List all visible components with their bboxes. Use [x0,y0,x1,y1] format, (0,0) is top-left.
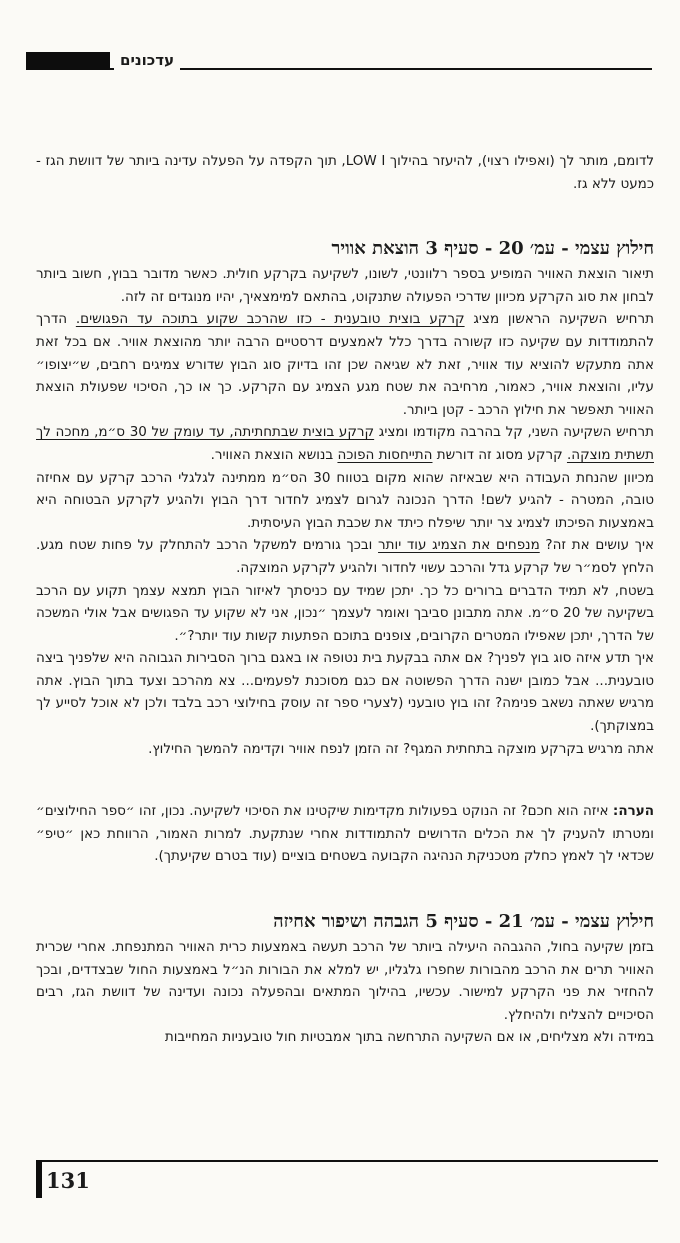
note-label: הערה: [612,803,654,820]
paragraph: בשטח, לא תמיד הדברים ברורים כל כך. יתכן שמיד עם כניסתך לאיזור הבוץ תמצא עצמך תקוע עם הרכב בשקיעה של 20 ס״מ. אתה מתבונן סביבך ואומר לעצמך ״נכון, אני לא שקוע עד הפגושים אבל אולי המשכה של הדרך, יתכן שאפילו המטרים הקרובים, צופנים בתוכם הפתעות קשות עוד יותר?״. [36,582,654,644]
paragraph: אתה מרגיש בקרקע מוצקה בתחתית המגף? זה הזמן לנפח אוויר וקדימה להמשך החילוץ. [148,740,654,757]
note-text: איזה הוא חכם? זה הנוקט בפעולות מקדימות שיקטינו את הסיכוי לשקיעה. נכון, זהו ״ספר החילוצים״ ומטרתו להעניק לך את הכלים הדרושים להתמודדות אחרי שנתקעת. למרות האמור, הרווחת כאן ״טיפ״ שכדאי לך לאמץ כחלק מטכניקת הנהיגה הקבועה בשטחים בוציים (עוד בטרם שקיעתך). [36,803,654,865]
spacer [36,868,654,908]
underlined-text: קרקע בוצית טובענית - כזו שהרכב שקוע בתוכה עד הפגושים. [75,311,465,328]
paragraph: תרחיש השקיעה השני, קל בהרבה מקודמו ומציג קרקע בוצית שבתחתיתה, עד עומק של 30 ס״מ, מחכה לך תשתית מוצקה. קרקע מסוג זה דורשת התייחסות הפוכה בנושא הוצאת האוויר. [36,424,654,463]
paragraph: במידה ולא מצליחים, או אם השקיעה התרחשה בתוך אמבטיות חול טובעניות המחייבות [164,1029,654,1046]
header-bar [26,52,110,70]
paragraph: תיאור הוצאת האוויר המופיע בספר רלוונטי, לשונו, לשקיעה בקרקע חולית. כאשר מדובר בבוץ, חשוב ביותר לבחון את סוג הקרקע מכיוון שדרכי הפעולה שתנקוט, בהתאם למימצאיך, יהיו מנוגדים זה לזה. [36,266,654,305]
paragraph: בזמן שקיעה בחול, ההגבהה היעילה ביותר של הרכב תעשה באמצעות כרית האוויר המתנפחת. אחרי שכרית האוויר תרים את הרכב מהבורות שחפרו גלגליו, יש למלא את הבורות הנ״ל באמצעות החול שבצדדים, ובכך להחזיר את פני הקרקע למישור. עכשיו, בהילוך המתאים ובהפעלה נכונה ועדינה של דוושת הגז, רבים הסיכויים להצליח ולהיחלץ. [36,939,654,1023]
running-header [26,50,652,72]
intro-line-2: של דוושת הגז - כמעט ללא גז. [36,153,654,192]
underlined-text: מנפחים את הצמיג עוד יותר [378,537,540,554]
spacer [36,760,654,800]
intro-line-1: לדומם, מותר לך (ואפילו רצוי), להיעזר בהילוך LOW I, תוך הקפדה על הפעלה עדינה ביותר [128,153,654,169]
spacer [36,195,654,235]
section-label: עדכונים [114,50,180,70]
paragraph: איך עושים את זה? מנפחים את הצמיג עוד יותר ובכך גורמים למשקל הרכב להתחלק על פחות שטח מגע. הלחץ לסמ״ר של קרקע גדל והרכב עשוי לחדור ולהגיע לקרקע המוצקה. [36,537,654,576]
paragraph: איך תדע איזה סוג בוץ לפניך? אם אתה בבקעת בית נטופה או באגם ברוך הסבירות הגבוהה היא שלפניך ביצה טובענית... אבל כמובן ישנה הדרך הפשוטה אם כגם מסוכנת לפעמים... צא מהרכב וצעד בתוך הבוץ. אתה מרגיש שאתה נשאב פנימה? זהו בוץ טובעני (לצערי ספר זה עוסק בחילוצי רכב בלבד ולכן לא אוכל לסייע לך במצוקתך). [36,650,654,735]
paragraph: מכיוון שהנחת העבודה היא שבאיזה שהוא מקום בטווח 30 הס״מ ממתינה לגלגלי הרכב קרקע עם אחיזה טובה, המטרה - להגיע לשם! הדרך הנכונה לגרום לצמיג לחדור דרך הבוץ ולהגיע לקרקע הבטוחה היא באמצעות הפיכתו לצמיג צר יותר שיפלח כיתד את שכבת הבוץ העיסתית. [36,469,654,531]
footer-bar [36,1160,42,1198]
underlined-text: התייחסות הפוכה [337,446,433,463]
page-number: 131 [46,1168,90,1193]
footer-rule [36,1160,658,1162]
page-footer [36,1160,658,1200]
intro-paragraph [36,150,654,195]
paragraph: תרחיש השקיעה הראשון מציג קרקע בוצית טובענית - כזו שהרכב שקוע בתוכה עד הפגושים. הדרך להתמודדות עם שקיעה כזו קשורה בדרך כלל לאמצעים דרסטיים הרבה יותר מהוצאת אוויר. אם בכל זאת אתה מתעקש להוציא עוד אוויר, זאת לא שגיאה שכן זהו בדיוק סוג הבוץ שדורש צמיגים רחבים, ש״יצופו״ עליו, והוצאת אוויר, כאמור, מרחיבה את שטח מגע הצמיג עם הקרקע. כך או כך, הסיכוי שפעולת הוצאת האוויר תאפשר את חילוץ הרכב - קטן ביותר. [36,311,654,418]
note-paragraph [36,800,654,868]
section-heading-1: חילוץ עצמי - עמ׳ 20 - סעיף 3 הוצאת אוויר [331,238,654,260]
section-heading-2: חילוץ עצמי - עמ׳ 21 - סעיף 5 הגבהה ושיפור אחיזה [273,911,654,933]
page-content [36,150,654,1049]
underlined-text: קרקע בוצית שבתחתיתה, עד עומק של 30 ס״מ, מחכה לך תשתית מוצקה. [36,424,654,463]
